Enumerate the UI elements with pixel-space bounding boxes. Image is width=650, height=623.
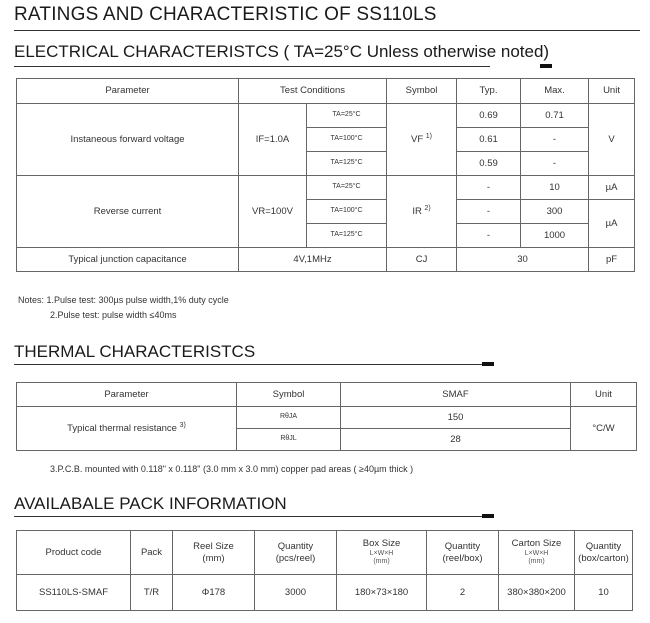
thermal-value-1: 150 <box>341 407 571 429</box>
header-symbol: Symbol <box>387 79 457 104</box>
note-line-1: Notes: 1.Pulse test: 300µs pulse width,1% duty cycle <box>18 295 229 305</box>
pack-header-qty-box-carton-unit: (box/carton) <box>578 552 629 564</box>
ir-parameter: Reverse current <box>17 176 239 248</box>
cj-row <box>17 248 635 272</box>
pack-header-quantity-label: Quantity <box>277 541 314 553</box>
pack-reel-size: Φ178 <box>173 575 255 611</box>
vf-temp-3: TA=125°C <box>307 152 387 176</box>
vf-parameter: Instaneous forward voltage <box>17 104 239 176</box>
pack-header-qty-reel-box-unit: (reel/box) <box>442 552 483 564</box>
ir-temp-2: TA=100°C <box>307 200 387 224</box>
ir-typ-2: - <box>457 200 521 224</box>
vf-typ-3: 0.59 <box>457 152 521 176</box>
ir-temp-3: TA=125°C <box>307 224 387 248</box>
ir-note-ref: 2) <box>424 205 431 213</box>
ir-unit-top: µA <box>589 176 635 200</box>
vf-max-2: - <box>521 128 589 152</box>
vf-row-1 <box>17 104 635 128</box>
pack-header-reel-size-label: Reel Size <box>193 541 234 553</box>
pack-data-row <box>17 575 633 611</box>
thermal-parameter: Typical thermal resistance <box>67 423 177 435</box>
ir-typ-1: - <box>457 176 521 200</box>
header-max: Max. <box>521 79 589 104</box>
vf-typ-1: 0.69 <box>457 104 521 128</box>
header-unit: Unit <box>589 79 635 104</box>
pack-marker <box>482 514 494 518</box>
pack-header-qty-box-carton <box>575 531 633 575</box>
pack-header-box-size-label: Box Size <box>362 538 401 550</box>
vf-symbol-cell <box>387 104 457 176</box>
pack-header-qty-box-carton-label: Quantity <box>585 541 622 553</box>
ir-max-1: 10 <box>521 176 589 200</box>
thermal-header-row <box>17 383 637 407</box>
pack-header-carton-size-dims: L×W×H <box>524 549 549 557</box>
thermal-header-parameter: Parameter <box>17 383 237 407</box>
ir-symbol: IR <box>412 206 422 218</box>
thermal-header-package: SMAF <box>341 383 571 407</box>
header-typ: Typ. <box>457 79 521 104</box>
vf-unit: V <box>589 104 635 176</box>
thermal-parameter-cell <box>17 407 237 451</box>
pack-divider <box>14 516 490 517</box>
pack-qty-reel-box: 2 <box>427 575 499 611</box>
electrical-divider <box>14 66 490 67</box>
pack-product-code: SS110LS-SMAF <box>17 575 131 611</box>
vf-temp-1: TA=25°C <box>307 104 387 128</box>
vf-temp-2: TA=100°C <box>307 128 387 152</box>
thermal-note-ref: 3) <box>179 422 186 430</box>
ir-unit-mid: µA <box>589 200 635 248</box>
page-title: RATINGS AND CHARACTERISTIC OF SS110LS <box>14 4 437 25</box>
pack-table <box>16 530 633 611</box>
thermal-heading: THERMAL CHARACTERISTCS <box>14 342 256 361</box>
ir-row-1 <box>17 176 635 200</box>
thermal-symbol-2: RθJL <box>237 429 341 451</box>
pack-header-qty-reel-box-label: Quantity <box>444 541 481 553</box>
thermal-symbol-1: RθJA <box>237 407 341 429</box>
pack-header-pack: Pack <box>131 531 173 575</box>
thermal-header-unit: Unit <box>571 383 637 407</box>
pack-header-box-size-unit: (mm) <box>373 558 390 566</box>
pack-header-qty-reel-box <box>427 531 499 575</box>
cj-symbol: CJ <box>387 248 457 272</box>
ir-temp-1: TA=25°C <box>307 176 387 200</box>
pack-carton-size: 380×380×200 <box>499 575 575 611</box>
pack-header-box-size-dims: L×W×H <box>369 549 394 557</box>
note-line-2: 2.Pulse test: pulse width ≤40ms <box>50 310 177 320</box>
cj-parameter: Typical junction capacitance <box>17 248 239 272</box>
header-parameter: Parameter <box>17 79 239 104</box>
pack-header-quantity-unit: (pcs/reel) <box>275 552 316 564</box>
cj-value: 30 <box>457 248 589 272</box>
pack-pack: T/R <box>131 575 173 611</box>
pack-header-carton-size <box>499 531 575 575</box>
ir-max-2: 300 <box>521 200 589 224</box>
vf-typ-2: 0.61 <box>457 128 521 152</box>
ir-typ-3: - <box>457 224 521 248</box>
pack-header-reel-size-unit: (mm) <box>202 552 225 564</box>
thermal-header-symbol: Symbol <box>237 383 341 407</box>
vf-max-1: 0.71 <box>521 104 589 128</box>
thermal-note: 3.P.C.B. mounted with 0.118" x 0.118" (3.0 mm x 3.0 mm) copper pad areas ( ≥40µm thick ) <box>50 464 414 474</box>
pack-header-product-code: Product code <box>17 531 131 575</box>
electrical-marker <box>540 64 552 68</box>
title-divider <box>14 30 640 31</box>
pack-heading: AVAILABALE PACK INFORMATION <box>14 494 287 513</box>
pack-header-reel-size <box>173 531 255 575</box>
electrical-header-row <box>17 79 635 104</box>
electrical-heading: ELECTRICAL CHARACTERISTCS ( TA=25°C Unless otherwise noted) <box>14 42 550 61</box>
cj-condition: 4V,1MHz <box>239 248 387 272</box>
ir-condition: VR=100V <box>239 176 307 248</box>
electrical-table <box>16 78 635 272</box>
thermal-row-1 <box>17 407 637 429</box>
vf-symbol: VF <box>411 134 424 146</box>
thermal-unit: °C/W <box>571 407 637 451</box>
thermal-divider <box>14 364 490 365</box>
thermal-table <box>16 382 637 451</box>
thermal-value-2: 28 <box>341 429 571 451</box>
pack-header-carton-size-unit: (mm) <box>528 558 545 566</box>
pack-box-size: 180×73×180 <box>337 575 427 611</box>
pack-qty-box-carton: 10 <box>575 575 633 611</box>
header-test-conditions: Test Conditions <box>239 79 387 104</box>
pack-header-box-size <box>337 531 427 575</box>
thermal-marker <box>482 362 494 366</box>
vf-condition: IF=1.0A <box>239 104 307 176</box>
ir-symbol-cell <box>387 176 457 248</box>
pack-header-carton-size-label: Carton Size <box>511 538 562 550</box>
vf-max-3: - <box>521 152 589 176</box>
vf-note-ref: 1) <box>425 133 433 141</box>
pack-header-row <box>17 531 633 575</box>
pack-header-quantity <box>255 531 337 575</box>
ir-max-3: 1000 <box>521 224 589 248</box>
pack-quantity: 3000 <box>255 575 337 611</box>
cj-unit: pF <box>589 248 635 272</box>
